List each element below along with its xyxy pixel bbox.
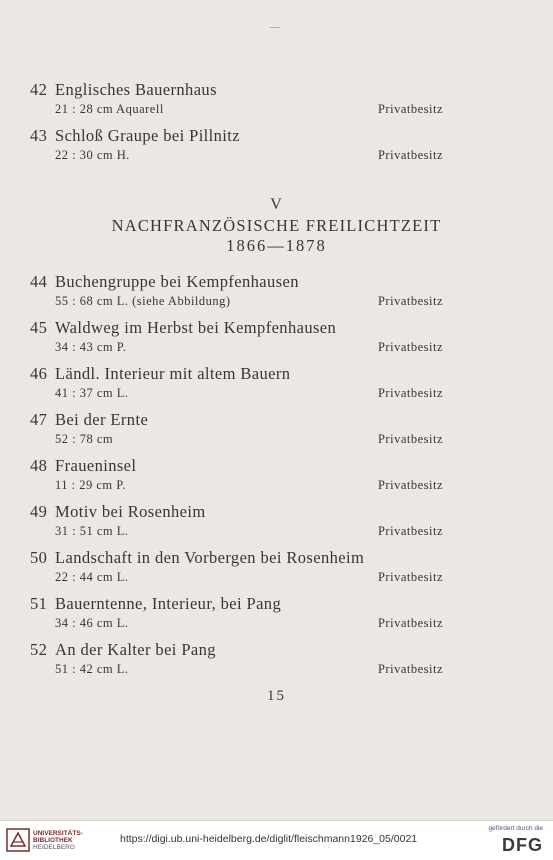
entry-details: 22 : 44 cm L. [55, 570, 129, 584]
entry-title-text: Waldweg im Herbst bei Kempfenhausen [55, 318, 337, 337]
entry-owner: Privatbesitz [377, 524, 443, 538]
entry-number: 49 [30, 502, 48, 521]
entry-number: 50 [30, 548, 48, 567]
entry-details-row [55, 522, 443, 540]
entry-details-row [55, 384, 443, 402]
entry-owner: Privatbesitz [377, 294, 443, 308]
catalog-entry-48 [30, 456, 450, 494]
entry-title [30, 502, 450, 522]
entry-details-row [55, 660, 443, 678]
entry-title [30, 410, 450, 430]
entry-title-text: An der Kalter bei Pang [55, 640, 216, 659]
entry-owner: Privatbesitz [377, 432, 443, 446]
entry-owner: Privatbesitz [377, 616, 443, 630]
university-seal-icon [6, 828, 30, 852]
entry-number: 52 [30, 640, 48, 659]
catalog-entry-44 [30, 272, 450, 310]
section-numeral: V [270, 196, 283, 213]
entry-details: 22 : 30 cm H. [55, 148, 130, 162]
library-name-line2: BIBLIOTHEK [33, 837, 73, 844]
library-name-line1: UNIVERSITÄTS- [33, 830, 83, 837]
entry-details-row [55, 338, 443, 356]
catalog-entry-45 [30, 318, 450, 356]
entry-details: 34 : 46 cm L. [55, 616, 129, 630]
catalog-entry-46 [30, 364, 450, 402]
entry-title-text: Schloß Graupe bei Pillnitz [55, 126, 240, 145]
entry-number: 43 [30, 126, 48, 145]
entry-title [30, 456, 450, 476]
entry-details: 52 : 78 cm [55, 432, 114, 446]
entry-owner: Privatbesitz [377, 570, 443, 584]
viewer-footer [0, 820, 553, 860]
entry-number: 47 [30, 410, 48, 429]
entry-details-row [55, 292, 443, 310]
dfg-logo: DFG [502, 835, 543, 855]
catalog-entry-50 [30, 548, 450, 586]
entry-owner: Privatbesitz [377, 662, 443, 676]
entry-details: 31 : 51 cm L. [55, 524, 129, 538]
entry-number: 44 [30, 272, 48, 291]
entry-title-text: Fraueninsel [55, 456, 137, 475]
catalog-entry-49 [30, 502, 450, 540]
entry-number: 48 [30, 456, 48, 475]
entry-owner: Privatbesitz [377, 102, 443, 116]
entry-details-row [55, 430, 443, 448]
entry-details: 51 : 42 cm L. [55, 662, 129, 676]
entry-title-text: Ländl. Interieur mit altem Bauern [55, 364, 291, 383]
library-name-line3: HEIDELBERG [33, 844, 75, 851]
entry-number: 51 [30, 594, 48, 613]
entry-owner: Privatbesitz [377, 340, 443, 354]
entry-details: 55 : 68 cm L. (siehe Abbildung) [55, 294, 231, 308]
funded-by-label: gefördert durch die [488, 825, 543, 832]
entry-title [30, 548, 450, 568]
entry-details-row [55, 146, 443, 164]
entry-number: 46 [30, 364, 48, 383]
entry-title [30, 272, 450, 292]
entry-details-row [55, 568, 443, 586]
entry-title [30, 80, 450, 100]
entry-title-text: Englisches Bauernhaus [55, 80, 217, 99]
entry-details: 11 : 29 cm P. [55, 478, 126, 492]
entry-number: 45 [30, 318, 48, 337]
entry-details-row [55, 476, 443, 494]
entry-details: 41 : 37 cm L. [55, 386, 129, 400]
top-mark: — [270, 22, 280, 33]
entry-title [30, 364, 450, 384]
entry-details: 34 : 43 cm P. [55, 340, 127, 354]
entry-owner: Privatbesitz [377, 148, 443, 162]
entry-title-text: Motiv bei Rosenheim [55, 502, 206, 521]
entry-details: 21 : 28 cm Aquarell [55, 102, 164, 116]
catalog-entry-52 [30, 640, 450, 678]
entry-number: 42 [30, 80, 48, 99]
entry-title [30, 126, 450, 146]
entry-title [30, 640, 450, 660]
entry-title [30, 594, 450, 614]
catalog-entry-42 [30, 80, 450, 118]
page-number: 15 [267, 688, 286, 704]
section-title: NACHFRANZÖSISCHE FREILICHTZEIT [111, 216, 442, 235]
permalink-url[interactable]: https://digi.ub.uni-heidelberg.de/diglit/fleischmann1926_05/0021 [120, 833, 418, 845]
entry-title-text: Landschaft in den Vorbergen bei Rosenheim [55, 548, 365, 567]
entry-details-row [55, 100, 443, 118]
entry-title [30, 318, 450, 338]
entry-owner: Privatbesitz [377, 386, 443, 400]
entry-owner: Privatbesitz [377, 478, 443, 492]
catalog-entry-43 [30, 126, 450, 164]
library-name [33, 830, 83, 851]
catalog-entry-47 [30, 410, 450, 448]
catalog-entry-51 [30, 594, 450, 632]
entry-title-text: Bauerntenne, Interieur, bei Pang [55, 594, 282, 613]
entry-title-text: Bei der Ernte [55, 410, 149, 429]
entry-title-text: Buchengruppe bei Kempfenhausen [55, 272, 299, 291]
section-years: 1866—1878 [226, 236, 327, 255]
entry-details-row [55, 614, 443, 632]
